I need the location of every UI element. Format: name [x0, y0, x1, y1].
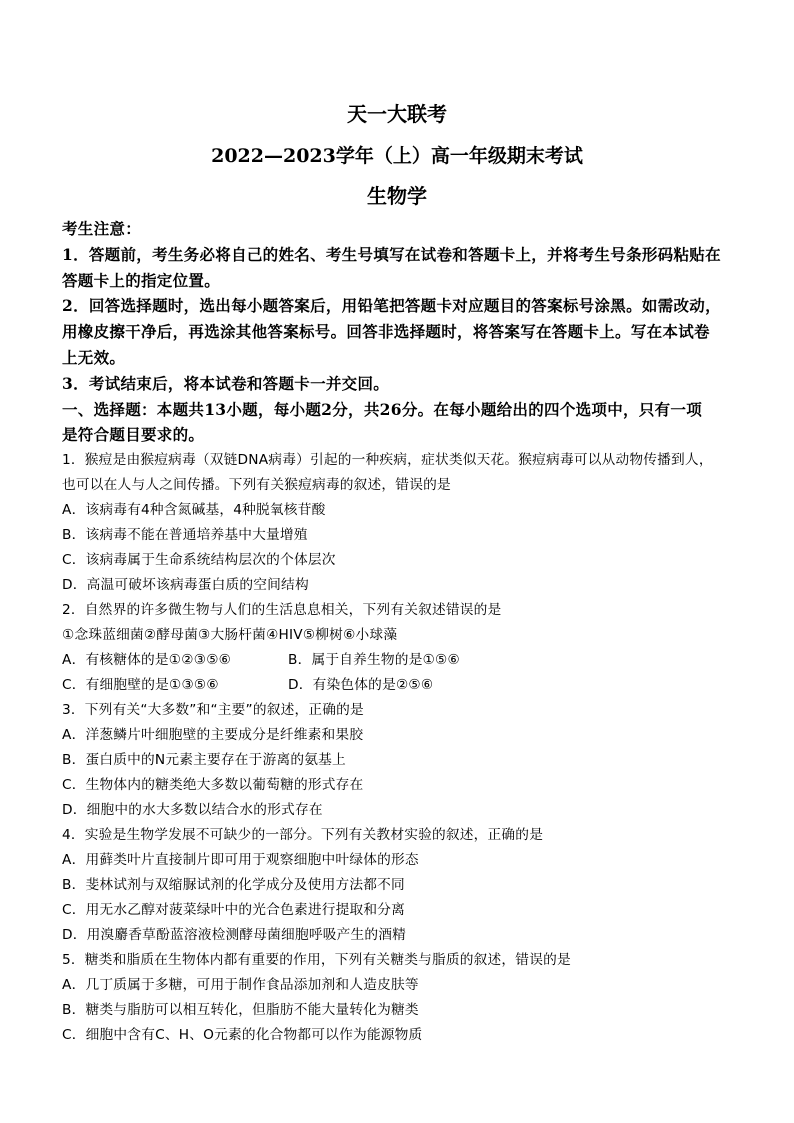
- question-1-stem-line-1: 1．猴痘是由猴痘病毒（双链DNA病毒）引起的一种疾病，症状类似天花。猴痘病毒可以从动物传播到人，: [62, 452, 713, 469]
- notice-item-2-line-2: 用橡皮擦干净后，再选涂其他答案标号。回答非选择题时，将答案写在答题卡上。写在本试卷: [62, 322, 710, 342]
- question-5: [62, 948, 762, 1048]
- question-3-option-b: B．蛋白质中的N元素主要存在于游离的氨基上: [62, 752, 346, 769]
- question-2-option-d: D．有染色体的是②⑤⑥: [288, 677, 434, 694]
- question-5-option-c: C．细胞中含有C、H、O元素的化合物都可以作为能源物质: [62, 1027, 423, 1044]
- section-1-heading-line-1: 一、选择题：本题共13小题，每小题2分，共26分。在每小题给出的四个选项中，只有一项: [62, 399, 703, 419]
- notice-item-1-line-2: 答题卡上的指定位置。: [62, 270, 221, 290]
- notice-title: 考生注意：: [62, 219, 142, 238]
- question-5-option-b: B．糖类与脂肪可以相互转化，但脂肪不能大量转化为糖类: [62, 1002, 419, 1019]
- subject-title: 生物学: [367, 184, 427, 208]
- candidate-notice: [62, 216, 762, 397]
- question-3-option-d: D．细胞中的水大多数以结合水的形式存在: [62, 802, 323, 819]
- question-5-stem: 5．糖类和脂质在生物体内都有重要的作用，下列有关糖类与脂质的叙述，错误的是: [62, 952, 571, 969]
- question-4: [62, 823, 762, 948]
- notice-item-2-line-3: 上无效。: [62, 347, 126, 367]
- notice-item-3: 3．考试结束后，将本试卷和答题卡一并交回。: [62, 373, 390, 393]
- question-1-option-b: B．该病毒不能在普通培养基中大量增殖: [62, 527, 308, 544]
- question-1-stem-line-2: 也可以在人与人之间传播。下列有关猴痘病毒的叙述，错误的是: [62, 477, 451, 494]
- question-2-options-row-1: [62, 648, 762, 673]
- question-3: [62, 698, 762, 823]
- question-1-option-d: D．高温可破坏该病毒蛋白质的空间结构: [62, 577, 309, 594]
- section-1-heading: [62, 397, 762, 449]
- question-2-option-a: A．有核糖体的是①②③⑤⑥: [62, 652, 232, 669]
- question-1-option-c: C．该病毒属于生命系统结构层次的个体层次: [62, 552, 336, 569]
- question-4-stem: 4．实验是生物学发展不可缺少的一部分。下列有关教材实验的叙述，正确的是: [62, 827, 544, 844]
- question-4-option-c: C．用无水乙醇对菠菜绿叶中的光合色素进行提取和分离: [62, 902, 406, 919]
- question-4-option-d: D．用溴麝香草酚蓝溶液检测酵母菌细胞呼吸产生的酒精: [62, 927, 407, 944]
- question-2-options-row-2: [62, 673, 762, 698]
- question-5-option-a: A．几丁质属于多糖，可用于制作食品添加剂和人造皮肤等: [62, 977, 419, 994]
- question-3-option-a: A．洋葱鳞片叶细胞壁的主要成分是纤维素和果胶: [62, 727, 364, 744]
- section-1-heading-line-2: 是符合题目要求的。: [62, 425, 205, 445]
- question-1-option-a: A．该病毒有4种含氮碱基，4种脱氧核苷酸: [62, 502, 326, 519]
- question-2-option-b: B．属于自养生物的是①⑤⑥: [288, 652, 460, 669]
- notice-item-2-line-1: 2．回答选择题时，选出每小题答案后，用铅笔把答题卡对应题目的答案标号涂黑。如需改动，: [62, 296, 721, 316]
- question-1: [62, 448, 762, 598]
- question-3-option-c: C．生物体内的糖类绝大多数以葡萄糖的形式存在: [62, 777, 364, 794]
- question-3-stem: 3．下列有关“大多数”和“主要”的叙述，正确的是: [62, 702, 364, 719]
- exam-body: [62, 216, 762, 1048]
- exam-name-title: 2022—2023学年（上）高一年级期末考试: [211, 145, 583, 167]
- question-4-option-b: B．斐林试剂与双缩脲试剂的化学成分及使用方法都不同: [62, 877, 405, 894]
- question-2-organism-list: ①念珠蓝细菌②酵母菌③大肠杆菌④HIV⑤柳树⑥小球藻: [62, 627, 398, 644]
- question-2-option-c: C．有细胞壁的是①③⑤⑥: [62, 677, 219, 694]
- exam-organizer-title: 天一大联考: [347, 102, 447, 126]
- question-4-option-a: A．用藓类叶片直接制片即可用于观察细胞中叶绿体的形态: [62, 852, 419, 869]
- question-2: [62, 598, 762, 698]
- question-2-stem: 2．自然界的许多微生物与人们的生活息息相关，下列有关叙述错误的是: [62, 602, 502, 619]
- notice-item-1-line-1: 1．答题前，考生务必将自己的姓名、考生号填写在试卷和答题卡上，并将考生号条形码粘贴在: [62, 244, 721, 264]
